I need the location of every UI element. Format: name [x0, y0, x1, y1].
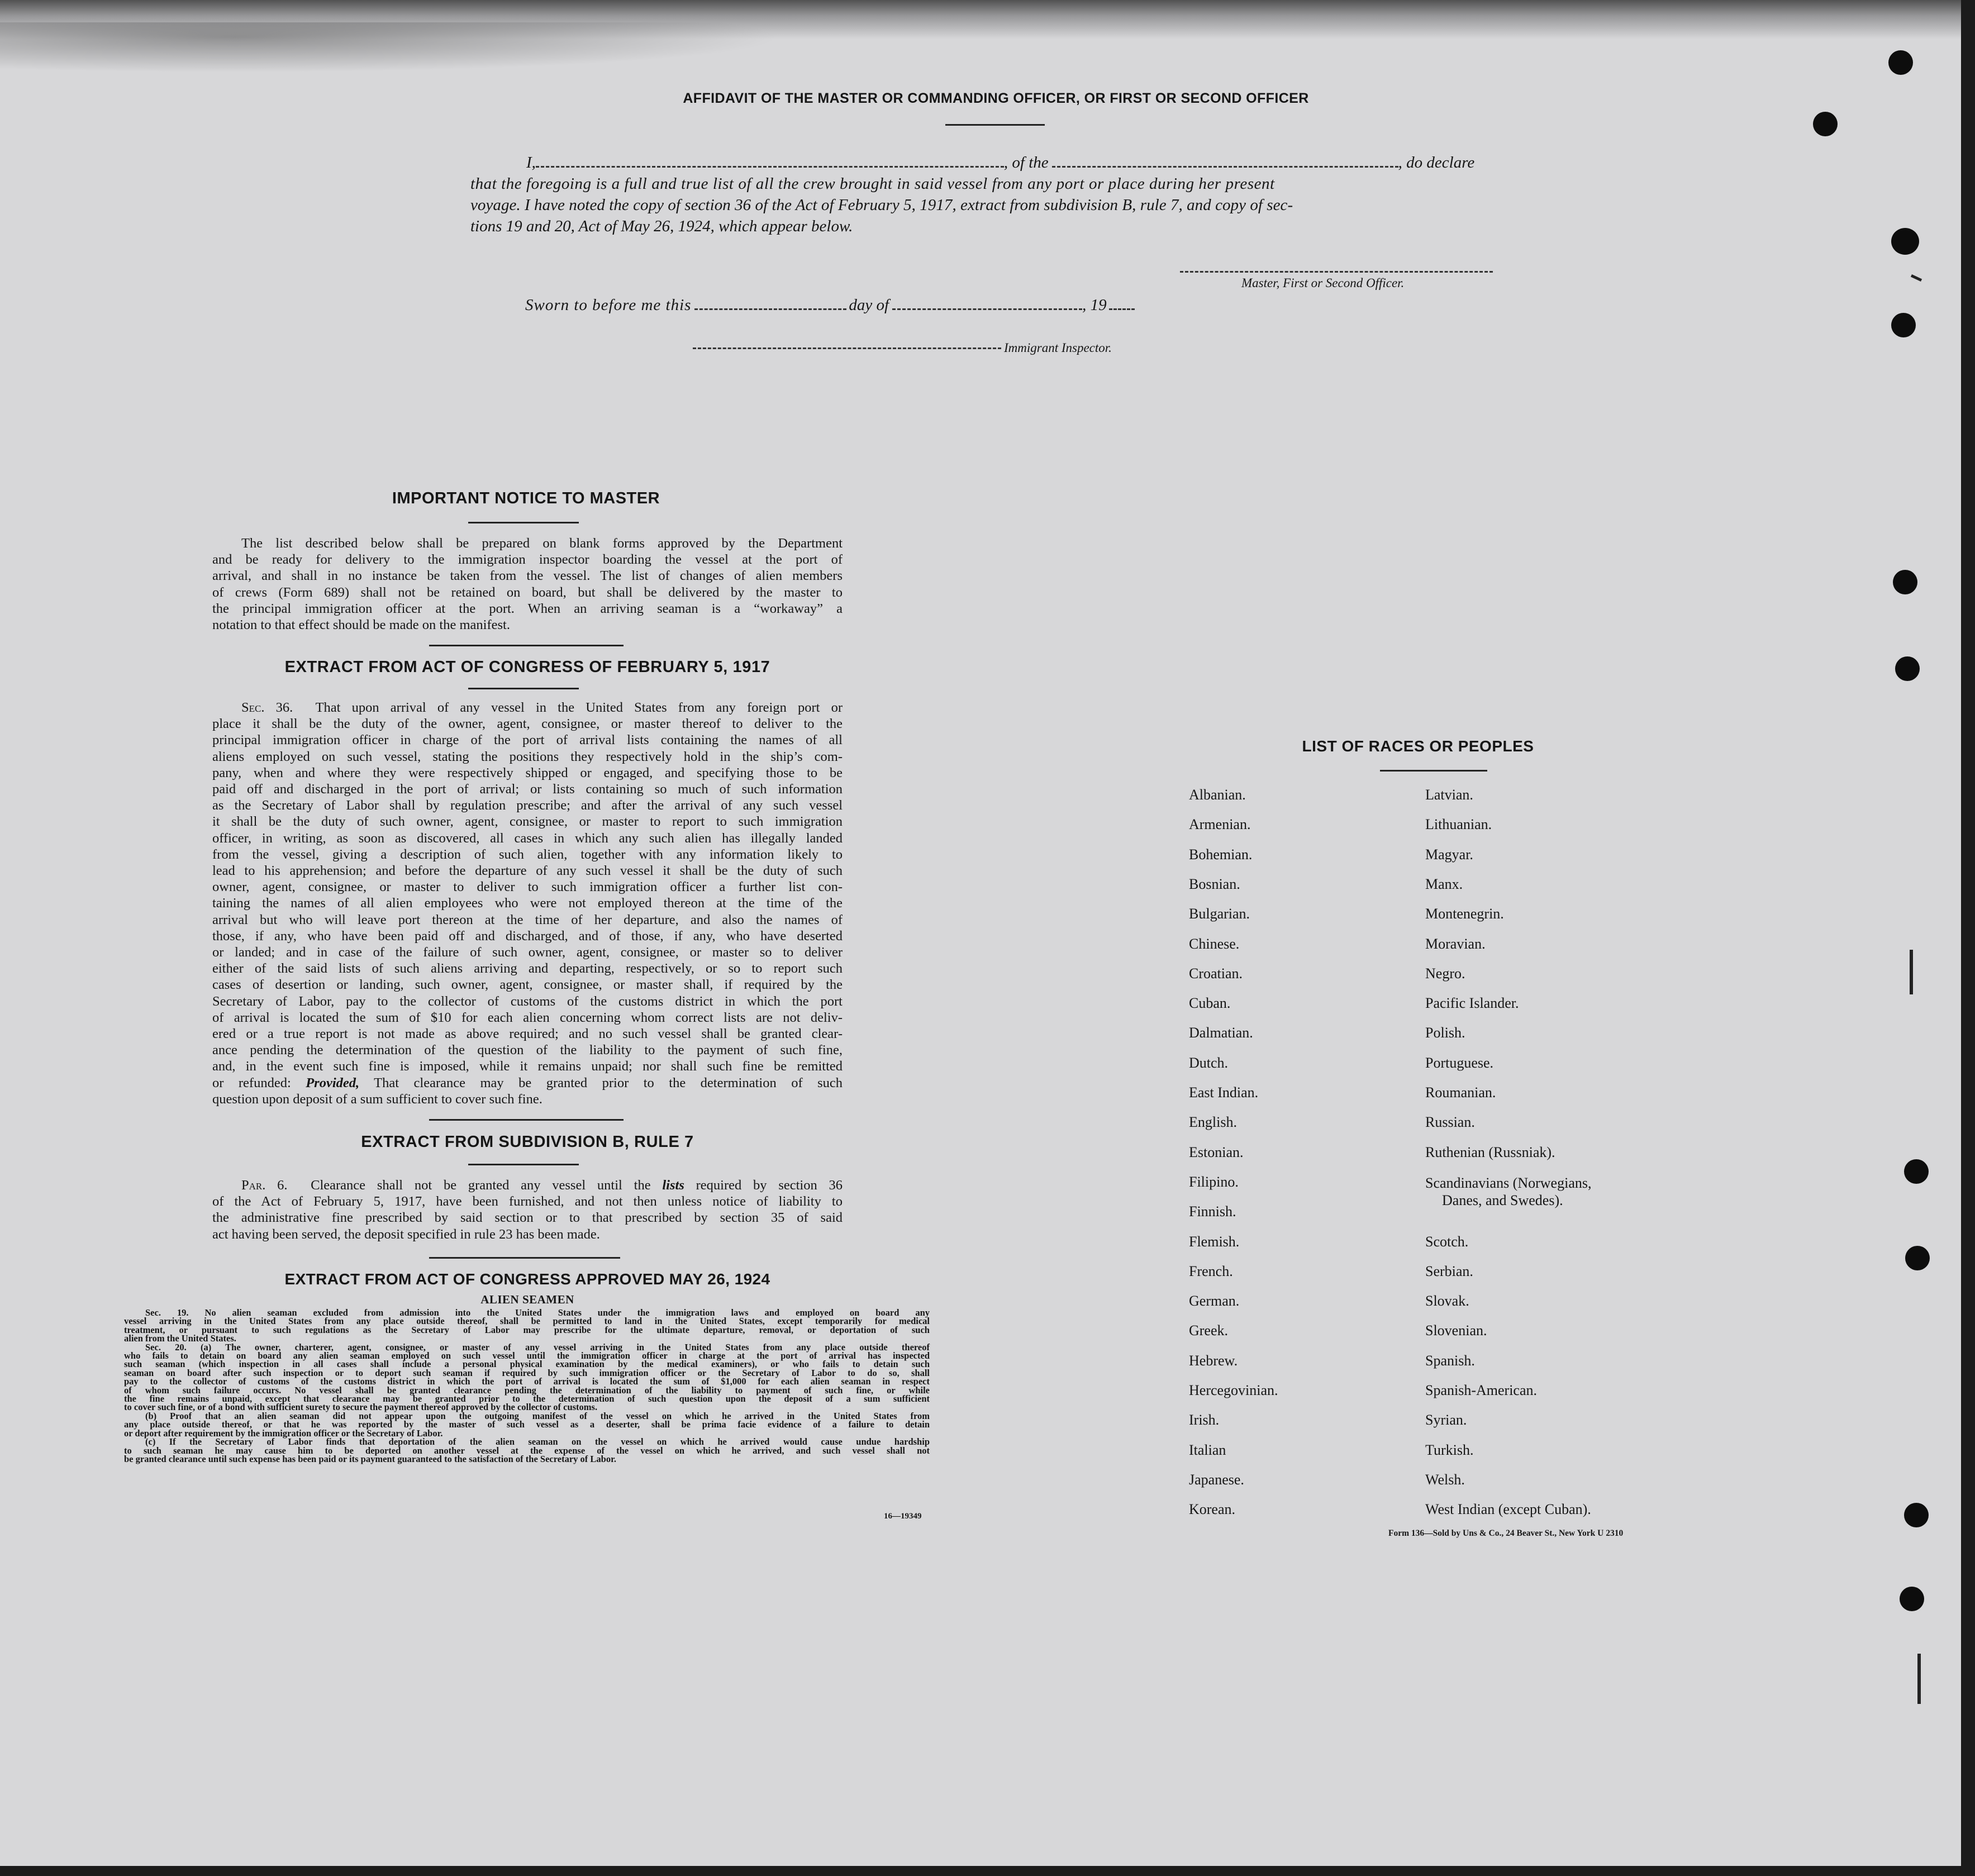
- race-item: Greek.: [1189, 1322, 1229, 1339]
- race-item: Finnish.: [1189, 1203, 1236, 1220]
- act-1917-line: cases of desertion or landing, such owner, agent, consignee, or master shall, if required by the: [212, 977, 843, 993]
- provided-word: Provided,: [306, 1075, 360, 1091]
- scan-edge-right: [1961, 0, 1975, 1876]
- race-item: Spanish.: [1425, 1352, 1475, 1369]
- notice-line: arrival, and shall in no instance be taken from the vessel. The list of changes of alien members: [212, 568, 843, 584]
- notice-line: and be ready for delivery to the immigration inspector boarding the vessel at the port of: [212, 552, 843, 568]
- act-1924-line: the fine remains unpaid, except that clearance may be granted prior to the determination of such question upon the deposit of a sum sufficient: [124, 1393, 930, 1404]
- race-item: Lithuanian.: [1425, 816, 1492, 833]
- act-1917-line: taining the names of all alien employees who were not employed thereon at the time of the: [212, 896, 843, 911]
- scan-mark: [1910, 950, 1913, 994]
- race-item: Bohemian.: [1189, 846, 1253, 863]
- race-item: Estonian.: [1189, 1144, 1244, 1160]
- sworn-day-field[interactable]: [694, 308, 846, 310]
- form-note: Form 136—Sold by Uns & Co., 24 Beaver St., New York U 2310: [1388, 1529, 1624, 1538]
- act-1924-line: alien from the United States.: [124, 1333, 236, 1344]
- scan-mark: [1911, 274, 1922, 282]
- affidavit-do-declare: , do declare: [1398, 154, 1475, 172]
- divider: [468, 522, 579, 523]
- master-signature-line[interactable]: [1180, 271, 1493, 273]
- act-1924-line: Sec. 19. No alien seaman excluded from admission into the United States under the immigration laws and employed on board any: [145, 1307, 930, 1318]
- year-label: , 19: [1082, 296, 1107, 314]
- act-1917-line: That upon arrival of any vessel in the United States from any foreign port or: [315, 700, 843, 715]
- race-item: Montenegrin.: [1425, 906, 1504, 922]
- race-item: Ruthenian (Russniak).: [1425, 1144, 1555, 1160]
- notice-body: [212, 535, 843, 633]
- race-item: Hebrew.: [1189, 1352, 1238, 1369]
- rule-7-line: required by section 36: [684, 1178, 843, 1193]
- race-item: Turkish.: [1425, 1441, 1474, 1458]
- vessel-field[interactable]: [1052, 166, 1398, 168]
- act-1917-line: owner, agent, consignee, or master to deliver to such immigration officer a further list con-: [212, 879, 843, 895]
- race-item: Serbian.: [1425, 1263, 1473, 1279]
- race-item: Korean.: [1189, 1501, 1236, 1518]
- form-code: 16—19349: [884, 1512, 922, 1521]
- race-item: Welsh.: [1425, 1471, 1465, 1488]
- race-item: Armenian.: [1189, 816, 1251, 833]
- race-item: Bosnian.: [1189, 875, 1240, 892]
- race-item: Negro.: [1425, 965, 1465, 982]
- act-1924-line: to such seaman he may cause him to be deported on another vessel at the expense of the vessel on which he arrived, and such vessel shall not: [124, 1445, 930, 1456]
- race-item: Slovenian.: [1425, 1322, 1487, 1339]
- race-item: East Indian.: [1189, 1084, 1259, 1101]
- sworn-line: [525, 296, 1135, 315]
- act-1917-line: either of the said lists of such aliens arriving and departing, respectively, or so to report such: [212, 961, 843, 977]
- race-item: Scandinavians (Norwegians,: [1425, 1174, 1592, 1191]
- race-item: Syrian.: [1425, 1412, 1467, 1429]
- race-item: Russian.: [1425, 1114, 1475, 1131]
- punch-hole-icon: [1904, 1503, 1929, 1527]
- act-1917-line: ance pending the determination of the question of the liability to the payment of such fine,: [212, 1042, 843, 1058]
- rule-7-line: the administrative fine prescribed by said section or to that prescribed by section 35 of said: [212, 1210, 843, 1226]
- punch-hole-icon: [1891, 228, 1919, 255]
- race-item: Flemish.: [1189, 1233, 1240, 1250]
- notice-line: the principal immigration officer at the port. When an arriving seaman is a “workaway” a: [212, 601, 843, 616]
- act-1917-line: lead to his apprehension; and before the departure of any such vessel it shall be the duty of such: [212, 863, 843, 879]
- race-item: Dutch.: [1189, 1054, 1229, 1071]
- act-1917-line: place it shall be the duty of the owner, agent, consignee, or master thereof to deliver to the: [212, 716, 843, 732]
- race-item: Italian: [1189, 1441, 1226, 1458]
- act-1924-line: of whom such failure occurs. No vessel shall be granted clearance pending the determination of the liability to payment of such fine, or while: [124, 1384, 930, 1396]
- act-1917-line: question upon deposit of a sum sufficient to cover such fine.: [212, 1091, 542, 1107]
- inspector-signature-line[interactable]: [693, 347, 1001, 349]
- sworn-month-field[interactable]: [892, 308, 1082, 310]
- affidavit-line-4: tions 19 and 20, Act of May 26, 1924, which appear below.: [470, 217, 853, 235]
- notice-line: The list described below shall be prepared on blank forms approved by the Department: [241, 536, 843, 551]
- act-1924-line: be granted clearance until such expense has been paid or its payment guaranteed to the satisfaction of the Secretary of Labor.: [124, 1453, 617, 1464]
- act-1924-line: seaman on board after such inspection or to deport such seaman if required by such immigration officer or the Secretary of Labor to do so, shall: [124, 1367, 930, 1378]
- act-1917-line: as the Secretary of Labor shall by regulation prescribe; and after the arrival of any such vessel: [212, 798, 843, 813]
- divider: [429, 1119, 624, 1121]
- race-item: West Indian (except Cuban).: [1425, 1501, 1591, 1518]
- act-1917-line: pany, when and where they were respectively shipped or engaged, and specifying those to be: [212, 765, 843, 780]
- race-item: Portuguese.: [1425, 1054, 1494, 1071]
- race-item: Albanian.: [1189, 787, 1246, 803]
- notice-line: of crews (Form 689) shall not be retained on board, but shall be delivered by the master to: [212, 584, 843, 600]
- divider: [429, 645, 624, 646]
- act-1924-line: any place outside thereof, or that he was reported by the master of such vessel as a deserter, shall be prima facie evidence of a failure to detain: [124, 1419, 930, 1430]
- punch-hole-icon: [1891, 313, 1916, 337]
- divider: [945, 124, 1045, 126]
- act-1924-line: Sec. 20. (a) The owner, charterer, agent, consignee, or master of any vessel arriving in the United States from any place outside thereof: [145, 1341, 930, 1353]
- punch-hole-icon: [1904, 1159, 1929, 1184]
- act-1917-line: That clearance may be granted prior to the determination of such: [359, 1075, 843, 1091]
- act-1924-line: such seaman (which inspection in all cases shall include a personal physical examination by the medical examiners), or who fails to detain such: [124, 1359, 930, 1370]
- affidavit-line-3: voyage. I have noted the copy of section 36 of the Act of February 5, 1917, extract from subdivision B, rule 7, and copy of sec-: [470, 196, 1293, 214]
- paragraph-label: Par. 6.: [241, 1178, 288, 1193]
- rule-7-line: act having been served, the deposit specified in rule 23 has been made.: [212, 1226, 600, 1242]
- act-1917-line: Secretary of Labor, pay to the collector of customs of the customs district in which the port: [212, 993, 843, 1009]
- affidavit-title: AFFIDAVIT OF THE MASTER OR COMMANDING OFFICER, OR FIRST OR SECOND OFFICER: [683, 91, 1309, 106]
- section-label: Sec. 36.: [241, 700, 293, 715]
- master-caption: Master, First or Second Officer.: [1241, 276, 1405, 290]
- race-item: Polish.: [1425, 1025, 1465, 1041]
- race-item: German.: [1189, 1293, 1240, 1310]
- act-1924-line: (c) If the Secretary of Labor finds that deportation of the alien seaman on the vessel on which he arrived would cause undue hardship: [145, 1436, 930, 1448]
- act-1917-provided-line: [212, 1075, 843, 1091]
- act-1917-line: of arrival is located the sum of $10 for each alien concerning whom correct lists are not deliv-: [212, 1010, 843, 1025]
- race-item: Roumanian.: [1425, 1084, 1496, 1101]
- race-item: Moravian.: [1425, 935, 1486, 952]
- race-item: Filipino.: [1189, 1173, 1239, 1190]
- race-item: Dalmatian.: [1189, 1025, 1253, 1041]
- act-1924-body: [124, 1308, 930, 1463]
- act-1917-body: [212, 699, 843, 1107]
- rule-7-title: EXTRACT FROM SUBDIVISION B, RULE 7: [361, 1133, 694, 1151]
- race-item: French.: [1189, 1263, 1233, 1279]
- act-1924-line: pay to the collector of customs of the customs district in which the port of arrival is located the sum of $1,000 for each alien seaman in respect: [124, 1376, 930, 1387]
- act-1917-line: from the vessel, giving a description of such alien, together with any information likely to: [212, 846, 843, 862]
- race-item: English.: [1189, 1114, 1237, 1131]
- act-1917-line: it shall be the duty of such owner, agent, consignee, or master to report to such immigration: [212, 814, 843, 830]
- day-of-label: day of: [849, 296, 889, 314]
- act-1917-line: paid off and discharged in the port of arrival; or lists containing so much of such information: [212, 782, 843, 797]
- race-item: Magyar.: [1425, 846, 1473, 863]
- act-1924-subtitle: ALIEN SEAMEN: [480, 1293, 574, 1306]
- punch-hole-icon: [1905, 1246, 1930, 1270]
- affidavit-statement: [470, 152, 1521, 237]
- punch-hole-icon: [1900, 1587, 1924, 1611]
- sworn-year-field[interactable]: [1109, 308, 1135, 310]
- affidavit-line-2: that the foregoing is a full and true list of all the crew brought in said vessel from any port or place during her present: [470, 175, 1275, 193]
- act-1917-line: officer, in writing, as soon as discovered, all cases in which any such alien has illegally landed: [212, 830, 843, 846]
- act-1917-title: EXTRACT FROM ACT OF CONGRESS OF FEBRUARY 5, 1917: [284, 658, 770, 676]
- race-item: Danes, and Swedes).: [1442, 1192, 1563, 1208]
- rule-7-body: [212, 1177, 843, 1242]
- rule-7-line: Clearance shall not be granted any vessel until the: [311, 1178, 663, 1193]
- race-item: Slovak.: [1425, 1293, 1469, 1310]
- race-item: Manx.: [1425, 875, 1463, 892]
- inspector-caption: Immigrant Inspector.: [1004, 341, 1112, 355]
- divider: [468, 688, 579, 689]
- notice-title: IMPORTANT NOTICE TO MASTER: [392, 489, 660, 507]
- punch-hole-icon: [1813, 112, 1838, 136]
- act-1917-line: those, if any, who have been paid off and discharged, and of those, if any, who have deserted: [212, 928, 843, 944]
- divider: [468, 1164, 579, 1165]
- race-item: Croatian.: [1189, 965, 1243, 982]
- act-1917-line: and, in the event such fine is imposed, while it remains unpaid; nor shall such fine be remitted: [212, 1059, 843, 1074]
- affidavit-i: I,: [526, 154, 536, 172]
- races-title: LIST OF RACES OR PEOPLES: [1302, 737, 1534, 755]
- act-1924-line: vessel arriving in the United States from any place outside thereof, shall be permitted to land in the United States, except temporarily for medical: [124, 1316, 930, 1327]
- act-1924-line: who fails to detain on board any alien seaman employed on such vessel until the immigration officer in charge at the port of arrival has inspected: [124, 1350, 930, 1361]
- act-1924-line: to cover such fine, or of a bond with sufficient surety to secure the payment thereof approved by the collector of customs.: [124, 1402, 598, 1413]
- scan-mark: [1917, 1654, 1921, 1704]
- race-item: Chinese.: [1189, 935, 1240, 952]
- act-1924-line: or deport after requirement by the immigration officer or the Secretary of Labor.: [124, 1427, 443, 1439]
- scan-shadow-smudge: [0, 22, 782, 73]
- divider: [1380, 770, 1487, 772]
- race-item: Cuban.: [1189, 995, 1231, 1012]
- rule-7-line: of the Act of February 5, 1917, have been furnished, and not then unless notice of liability to: [212, 1194, 843, 1210]
- punch-hole-icon: [1888, 50, 1913, 75]
- race-item: Bulgarian.: [1189, 906, 1250, 922]
- scan-edge-bottom: [0, 1866, 1975, 1876]
- punch-hole-icon: [1895, 656, 1920, 681]
- race-item: Japanese.: [1189, 1471, 1244, 1488]
- act-1917-line: principal immigration officer in charge of the port of arrival lists containing the names of all: [212, 732, 843, 748]
- race-item: Scotch.: [1425, 1233, 1469, 1250]
- affidavit-line-1: [470, 152, 1521, 173]
- divider: [429, 1257, 620, 1259]
- punch-hole-icon: [1893, 570, 1917, 594]
- name-field[interactable]: [536, 166, 1004, 168]
- race-item: Irish.: [1189, 1412, 1220, 1429]
- act-1917-line: ered or a true report is not made as above required; and no such vessel shall be granted clear-: [212, 1026, 843, 1042]
- act-1917-first-line: [212, 699, 843, 716]
- affidavit-of-the: , of the: [1003, 154, 1049, 172]
- act-1924-line: (b) Proof that an alien seaman did not appear upon the outgoing manifest of the vessel on which he arrived in the United States from: [145, 1410, 930, 1421]
- sworn-label: Sworn to before me this: [525, 296, 692, 314]
- race-item: Hercegovinian.: [1189, 1382, 1278, 1398]
- rule-7-first-line: [212, 1177, 843, 1193]
- race-item: Pacific Islander.: [1425, 995, 1519, 1012]
- act-1924-line: treatment, or pursuant to such regulations as the Secretary of Labor may prescribe for the ultimate departure, removal, or deportation of such: [124, 1324, 930, 1335]
- race-item: Latvian.: [1425, 787, 1473, 803]
- act-1917-line: or refunded:: [212, 1075, 306, 1091]
- act-1924-title: EXTRACT FROM ACT OF CONGRESS APPROVED MAY 26, 1924: [284, 1270, 770, 1288]
- act-1917-line: or landed; and in case of the failure of such owner, agent, consignee, or master so to deliver: [212, 945, 843, 960]
- lists-word: lists: [662, 1178, 684, 1193]
- act-1917-line: aliens employed on such vessel, stating the positions they respectively hold in the ship’s com-: [212, 749, 843, 764]
- race-item: Spanish-American.: [1425, 1382, 1538, 1398]
- notice-line: notation to that effect should be made on the manifest.: [212, 617, 510, 633]
- act-1917-line: arrival but who will leave port thereon at the time of her departure, and also the names of: [212, 912, 843, 927]
